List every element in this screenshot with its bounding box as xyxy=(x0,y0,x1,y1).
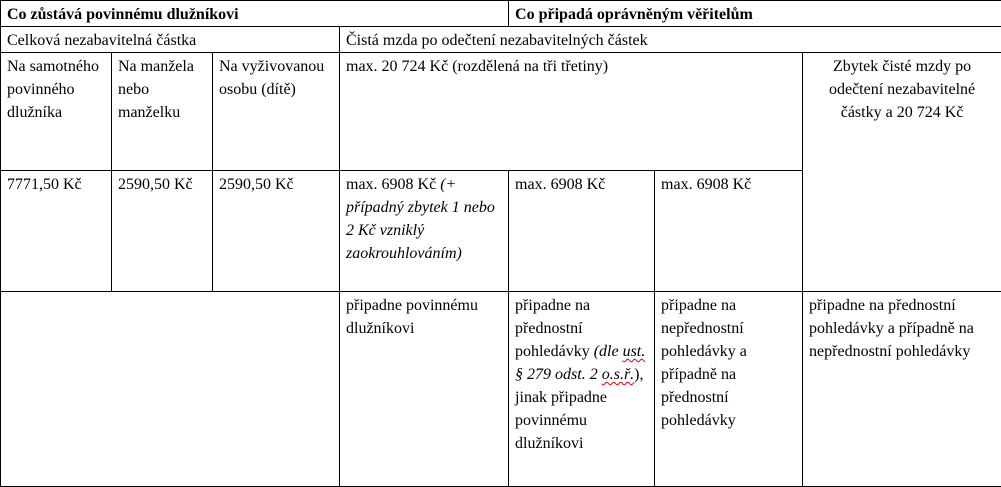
legal-note-close: ), xyxy=(634,366,643,383)
header-creditors-get: Co připadá oprávněným věřitelům xyxy=(509,1,1001,27)
allocation-remainder: připadne na přednostní pohledávky a případně na nepřednostní pohledávky xyxy=(803,292,1001,487)
amount-third-1-value: max. 6908 Kč xyxy=(346,176,436,193)
amount-third-1 xyxy=(340,171,509,292)
amount-spouse: 2590,50 Kč xyxy=(112,171,213,292)
amount-dependent: 2590,50 Kč xyxy=(213,171,340,292)
header-row xyxy=(1,1,1001,27)
category-row xyxy=(1,53,1001,171)
category-remainder: Zbytek čisté mzdy po odečtení nezabavitelné částky a 20 724 Kč xyxy=(803,53,1001,292)
subheader-row xyxy=(1,27,1001,53)
legal-note-section: § 279 odst. 2 xyxy=(515,366,602,383)
allocation-third-2-before: připadne na přednostní pohledávky xyxy=(515,297,590,360)
rounding-note: (+ případný zbytek 1 nebo 2 Kč vzniklý zaokrouhlováním) xyxy=(346,176,495,262)
legal-note-osr: o.s.ř. xyxy=(602,366,634,383)
allocation-row xyxy=(1,292,1001,487)
legal-note-prefix: (dle xyxy=(594,343,623,360)
category-debtor: Na samotného povinného dlužníka xyxy=(1,53,112,171)
allocation-third-3: připadne na nepřednostní pohledávky a případně na přednostní pohledávky xyxy=(655,292,803,487)
header-debtor-keeps: Co zůstává povinnému dlužníkovi xyxy=(1,1,509,27)
subheader-total-exempt: Celková nezabavitelná částka xyxy=(1,27,340,53)
allocation-empty-cell xyxy=(1,292,340,487)
amount-third-3: max. 6908 Kč xyxy=(655,171,803,292)
amount-third-2: max. 6908 Kč xyxy=(509,171,655,292)
category-max-thirds: max. 20 724 Kč (rozdělená na tři třetiny) xyxy=(340,53,803,171)
category-spouse: Na manžela nebo manželku xyxy=(112,53,213,171)
subheader-net-wage: Čistá mzda po odečtení nezabavitelných částek xyxy=(340,27,1001,53)
legal-note-ust: ust. xyxy=(623,343,646,360)
category-dependent: Na vyživovanou osobu (dítě) xyxy=(213,53,340,171)
allocation-third-1: připadne povinnému dlužníkovi xyxy=(340,292,509,487)
allocation-third-2-after: jinak připadne povinnému dlužníkovi xyxy=(515,389,607,452)
allocation-third-2 xyxy=(509,292,655,487)
amount-debtor: 7771,50 Kč xyxy=(1,171,112,292)
